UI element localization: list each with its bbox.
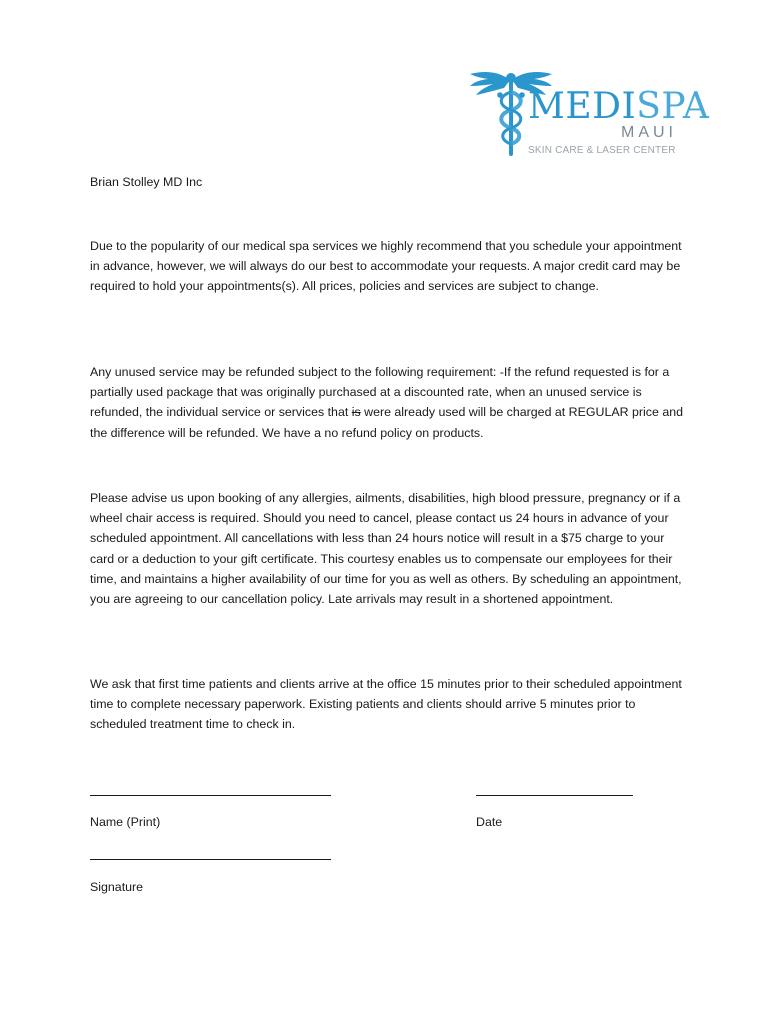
name-signature-line[interactable] bbox=[90, 795, 331, 796]
refund-text-after: were already used will be charged at REGULAR price and the difference will be refunded. We have a no refund policy on products. bbox=[90, 405, 683, 440]
company-name: Brian Stolley MD Inc bbox=[90, 175, 203, 189]
logo-name-part1: MEDI bbox=[528, 86, 637, 127]
logo-name-part2: SPA bbox=[636, 86, 710, 127]
refund-struck-word: is bbox=[351, 405, 361, 420]
paragraph-cancellation: Please advise us upon booking of any allergies, ailments, disabilities, high blood pressure, pregnancy or if a wheel chair access is required. Should you need to cancel, please contact us 24 hours in advance of your scheduled appointment. All cancellations with less than 24 hours notice will result in a $75 charge to your card or a deduction to your gift certificate. This courtesy enables us to compensate our employees for their time, and maintains a higher availability of our time for you as well as others. By scheduling an appointment, you are agreeing to our cancellation policy. Late arrivals may result in a shortened appointment. bbox=[90, 491, 682, 607]
medispa-logo bbox=[466, 66, 710, 162]
logo-tagline: SKIN CARE & LASER CENTER bbox=[528, 145, 676, 156]
refund-text-before: Any unused service may be refunded subject to the following requirement: -If the refund requested is for a partially used package that was originally purchased at a discounted rate, when an unused service is refunded, the individual service or services that bbox=[90, 365, 670, 420]
paragraph-refund bbox=[90, 362, 690, 443]
paragraph-booking: Due to the popularity of our medical spa services we highly recommend that you schedule your appointment in advance, however, we will always do our best to accommodate your requests. A major credit card may be required to hold your appointments(s). All prices, policies and services are subject to change. bbox=[90, 239, 682, 294]
name-print-label: Name (Print) bbox=[90, 815, 161, 829]
date-label: Date bbox=[476, 815, 503, 829]
paragraph-arrival: We ask that first time patients and clients arrive at the office 15 minutes prior to their scheduled appointment time to complete necessary paperwork. Existing patients and clients should arrive 5 minutes prior to scheduled treatment time to check in. bbox=[90, 677, 682, 732]
signature-line[interactable] bbox=[90, 859, 331, 860]
signature-label: Signature bbox=[90, 880, 144, 894]
logo-wordmark bbox=[528, 86, 710, 127]
logo-location: MAUI bbox=[621, 124, 677, 141]
date-signature-line[interactable] bbox=[476, 795, 633, 796]
